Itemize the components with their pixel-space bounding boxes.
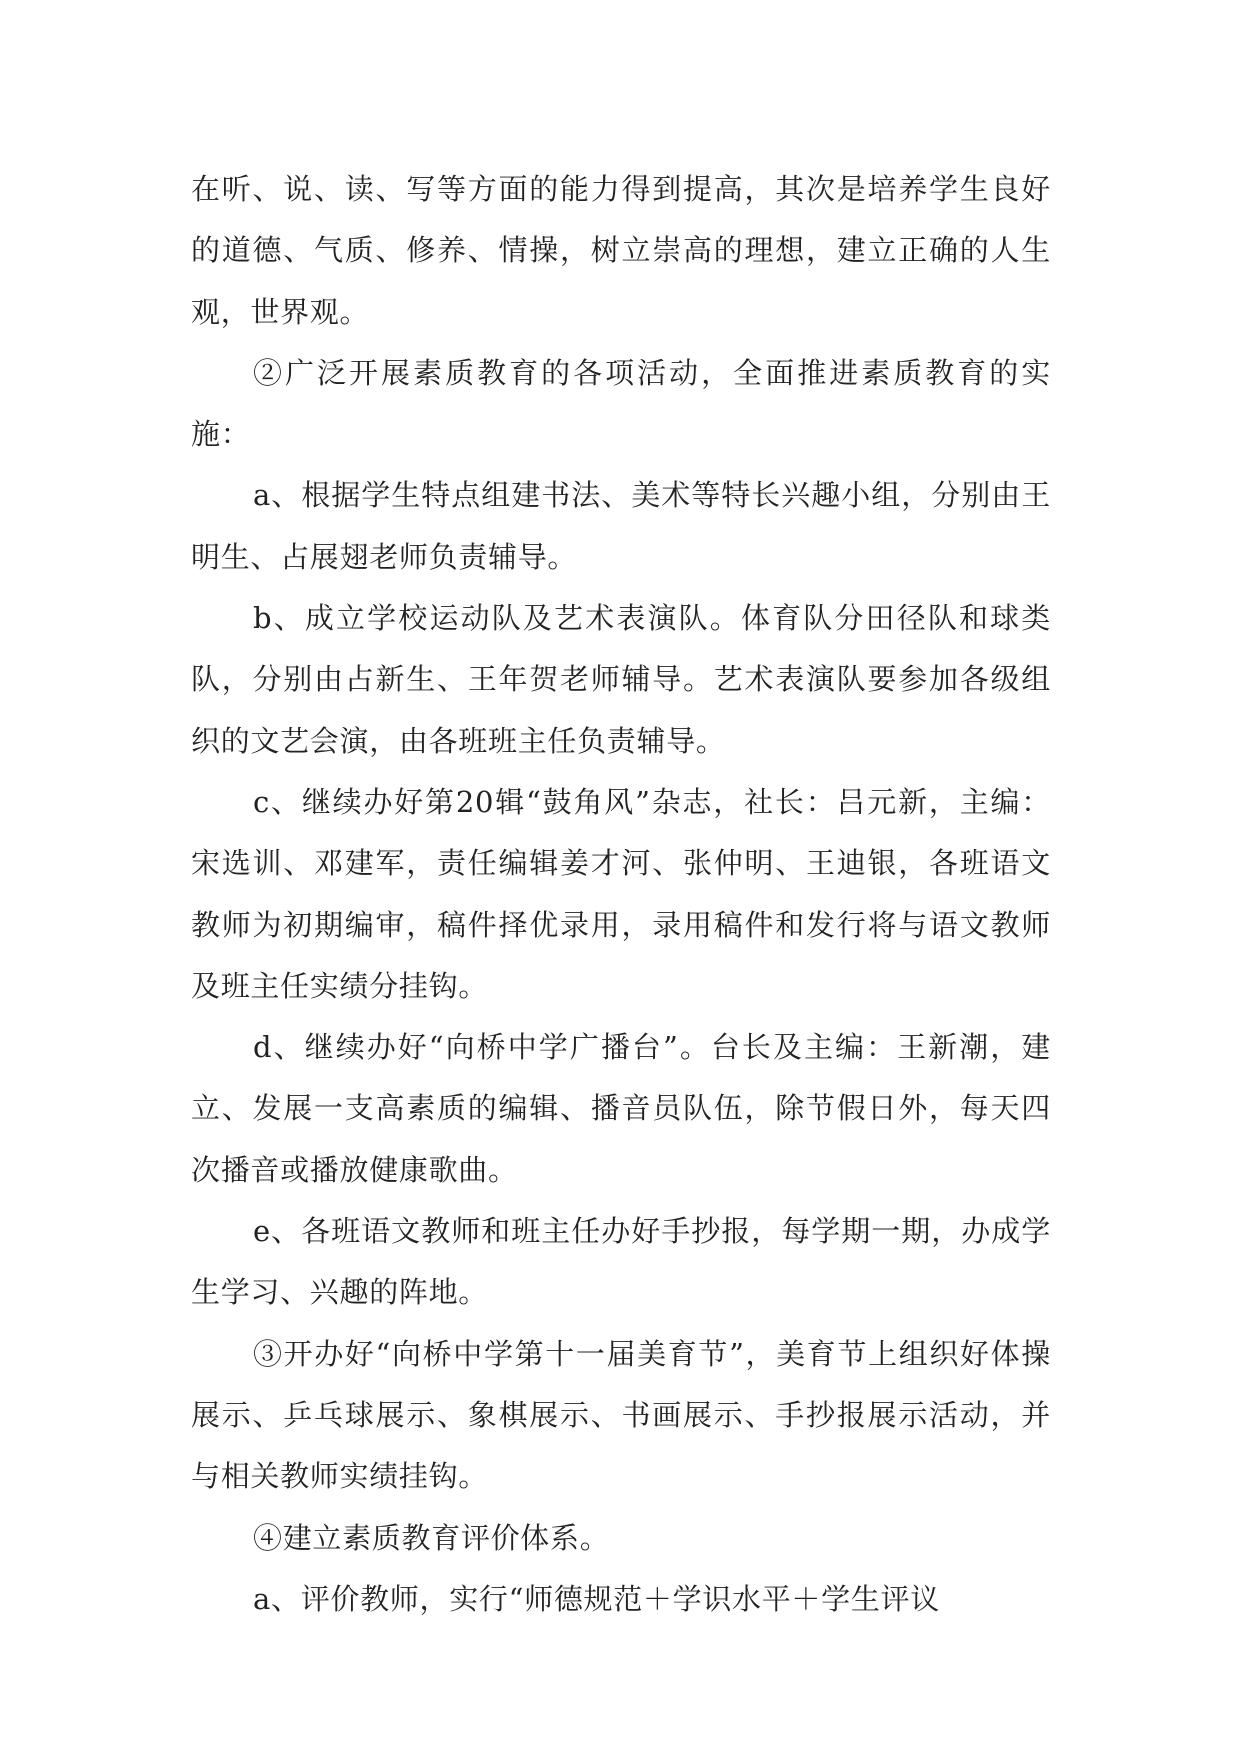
paragraph-item-2a: a、根据学生特点组建书法、美术等特长兴趣小组，分别由王明生、占展翅老师负责辅导。 [191, 478, 1051, 574]
paragraph-item-2b: b、成立学校运动队及艺术表演队。体育队分田径队和球类队，分别由占新生、王年贺老师辅导。艺术表演队要参加各级组织的文艺会演，由各班班主任负责辅导。 [191, 601, 1051, 758]
paragraph-item-2c: c、继续办好第20辑“鼓角风”杂志，社长：吕元新，主编：宋选训、邓建军，责任编辑姜才河、张仲明、王迪银，各班语文教师为初期编审，稿件择优录用，录用稿件和发行将与语文教师及班主任实绩分挂钩。 [191, 784, 1051, 1003]
paragraph-item-2e: e、各班语文教师和班主任办好手抄报，每学期一期，办成学生学习、兴趣的阵地。 [191, 1214, 1051, 1310]
paragraph-item-2: ②广泛开展素质教育的各项活动，全面推进素质教育的实施： [191, 355, 1051, 452]
paragraph-item-4a: a、评价教师，实行“师德规范＋学识水平＋学生评议 [253, 1581, 940, 1616]
paragraph-item-3: ③开办好“向桥中学第十一届美育节”，美育节上组织好体操展示、乒乓球展示、象棋展示、书画展示、手抄报展示活动，并与相关教师实绩挂钩。 [191, 1336, 1051, 1494]
paragraph-item-4: ④建立素质教育评价体系。 [253, 1520, 610, 1555]
document-body [191, 159, 1051, 1630]
paragraph-item-2d: d、继续办好“向桥中学广播台”。台长及主编：王新潮，建立、发展一支高素质的编辑、播音员队伍，除节假日外，每天四次播音或播放健康歌曲。 [191, 1030, 1051, 1187]
paragraph-continuation: 在听、说、读、写等方面的能力得到提高，其次是培养学生良好的道德、气质、修养、情操，树立崇高的理想，建立正确的人生观，世界观。 [191, 172, 1051, 329]
